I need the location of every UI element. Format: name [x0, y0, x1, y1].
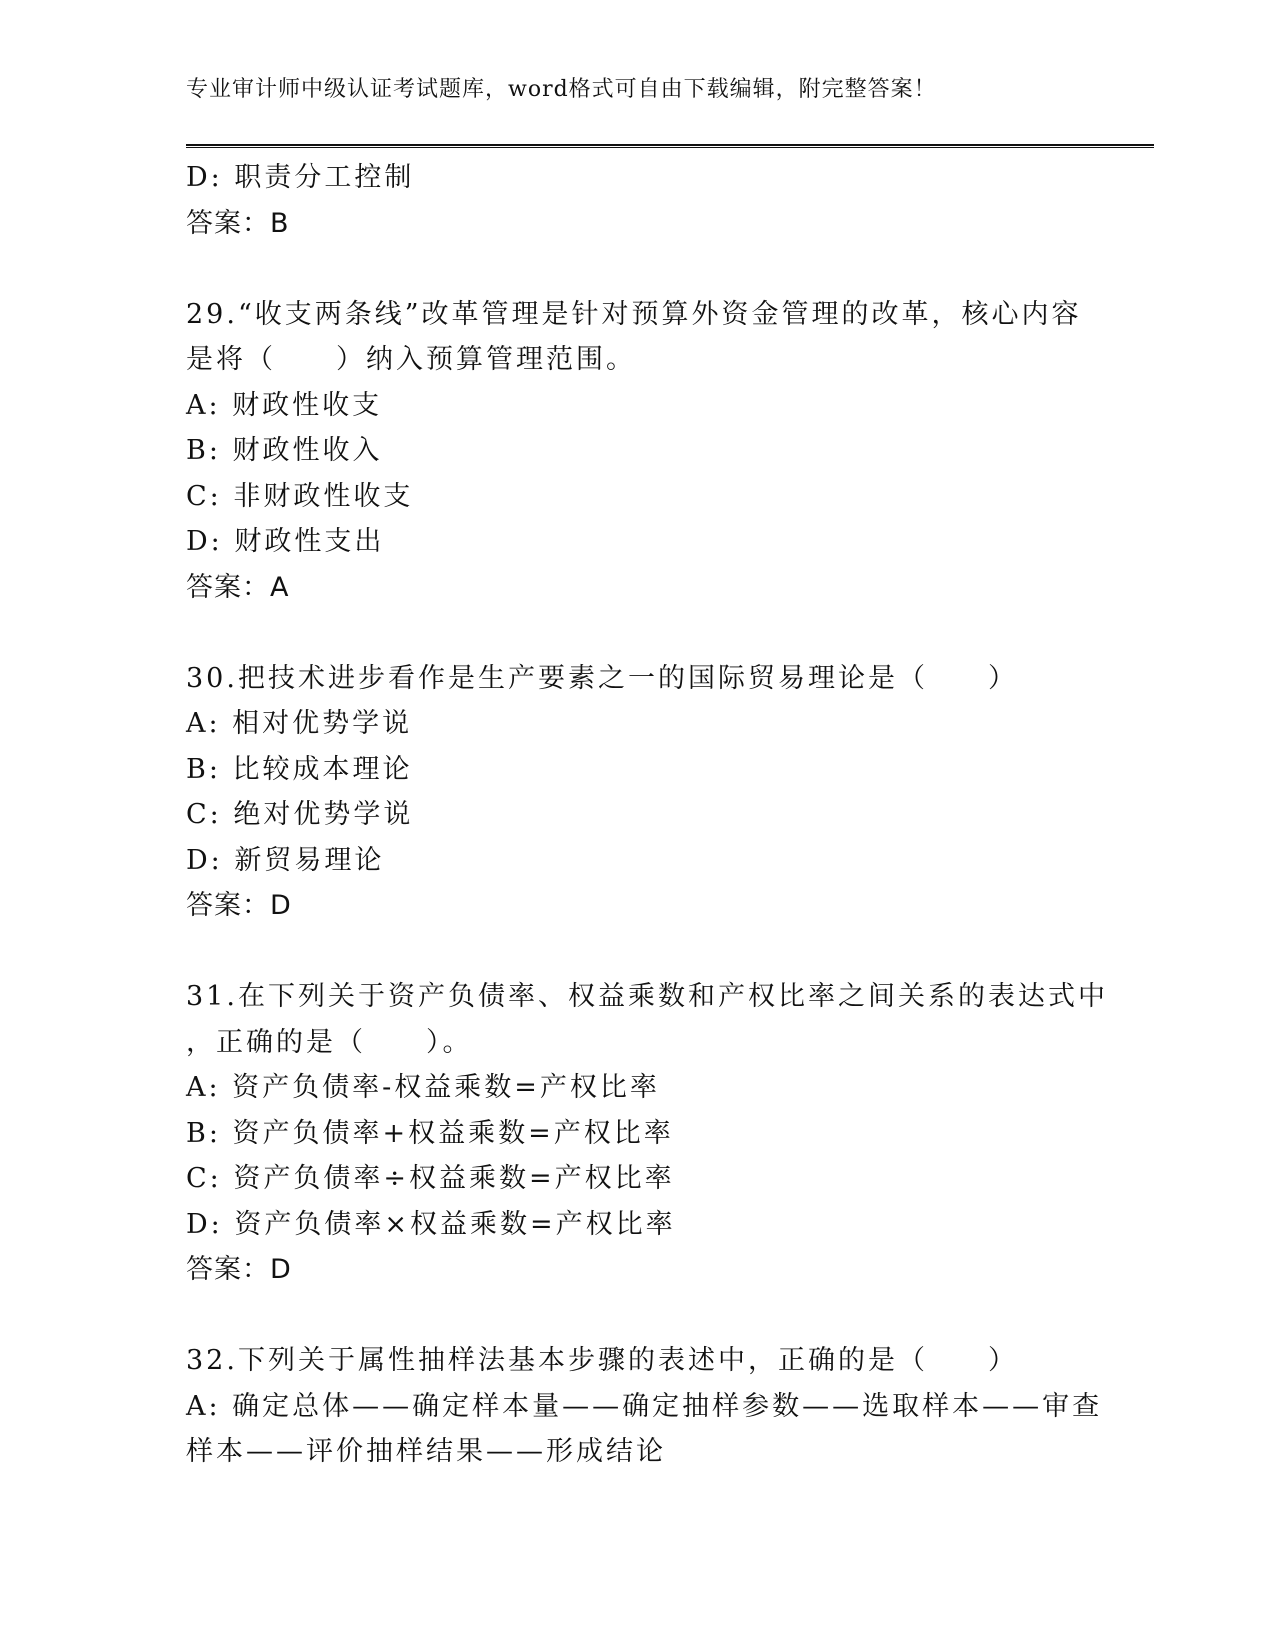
answer-line: 答案：D [186, 1254, 292, 1285]
header-divider [186, 144, 1154, 148]
option-c: C: 资产负债率÷权益乘数=产权比率 [186, 1163, 675, 1194]
option-d: D: 职责分工控制 [186, 162, 415, 193]
question-spacer [186, 610, 1086, 656]
option-d: D: 资产负债率×权益乘数=产权比率 [186, 1208, 676, 1240]
question-spacer [186, 929, 1086, 975]
question-spacer [186, 1293, 1086, 1339]
page-header: 专业审计师中级认证考试题库，word格式可自由下载编辑，附完整答案！ [186, 77, 937, 102]
option-a: A: 相对优势学说 [186, 708, 413, 739]
answer-line: 答案：B [186, 207, 290, 239]
option-a: A: 确定总体——确定样本量——确定抽样参数——选取样本——审查 [186, 1390, 1103, 1422]
question-stem: 是将（ ）纳入预算管理范围。 [186, 344, 636, 375]
question-stem: ，正确的是（ ）。 [186, 1026, 473, 1058]
option-d: D: 财政性支出 [186, 526, 385, 557]
answer-line: 答案：D [186, 890, 292, 921]
option-b: B: 比较成本理论 [186, 753, 413, 785]
question-spacer [186, 246, 1086, 292]
option-b: B: 资产负债率+权益乘数=产权比率 [186, 1117, 674, 1149]
question-stem: 31.在下列关于资产负债率、权益乘数和产权比率之间关系的表达式中 [186, 981, 1108, 1012]
option-c: C: 绝对优势学说 [186, 799, 414, 830]
option-b: B: 财政性收入 [186, 435, 383, 466]
option-a: A: 财政性收支 [186, 389, 383, 421]
answer-line: 答案：A [186, 571, 290, 603]
option-c: C: 非财政性收支 [186, 480, 414, 512]
option-d: D: 新贸易理论 [186, 844, 385, 876]
question-stem: 29.“收支两条线”改革管理是针对预算外资金管理的改革，核心内容 [186, 298, 1082, 330]
question-stem: 30.把技术进步看作是生产要素之一的国际贸易理论是（ ） [186, 662, 1018, 694]
option-a: A: 资产负债率-权益乘数=产权比率 [186, 1072, 660, 1103]
option-a-continued: 样本——评价抽样结果——形成结论 [186, 1436, 666, 1467]
question-content [186, 155, 1108, 1475]
question-stem: 32.下列关于属性抽样法基本步骤的表述中，正确的是（ ） [186, 1345, 1018, 1376]
